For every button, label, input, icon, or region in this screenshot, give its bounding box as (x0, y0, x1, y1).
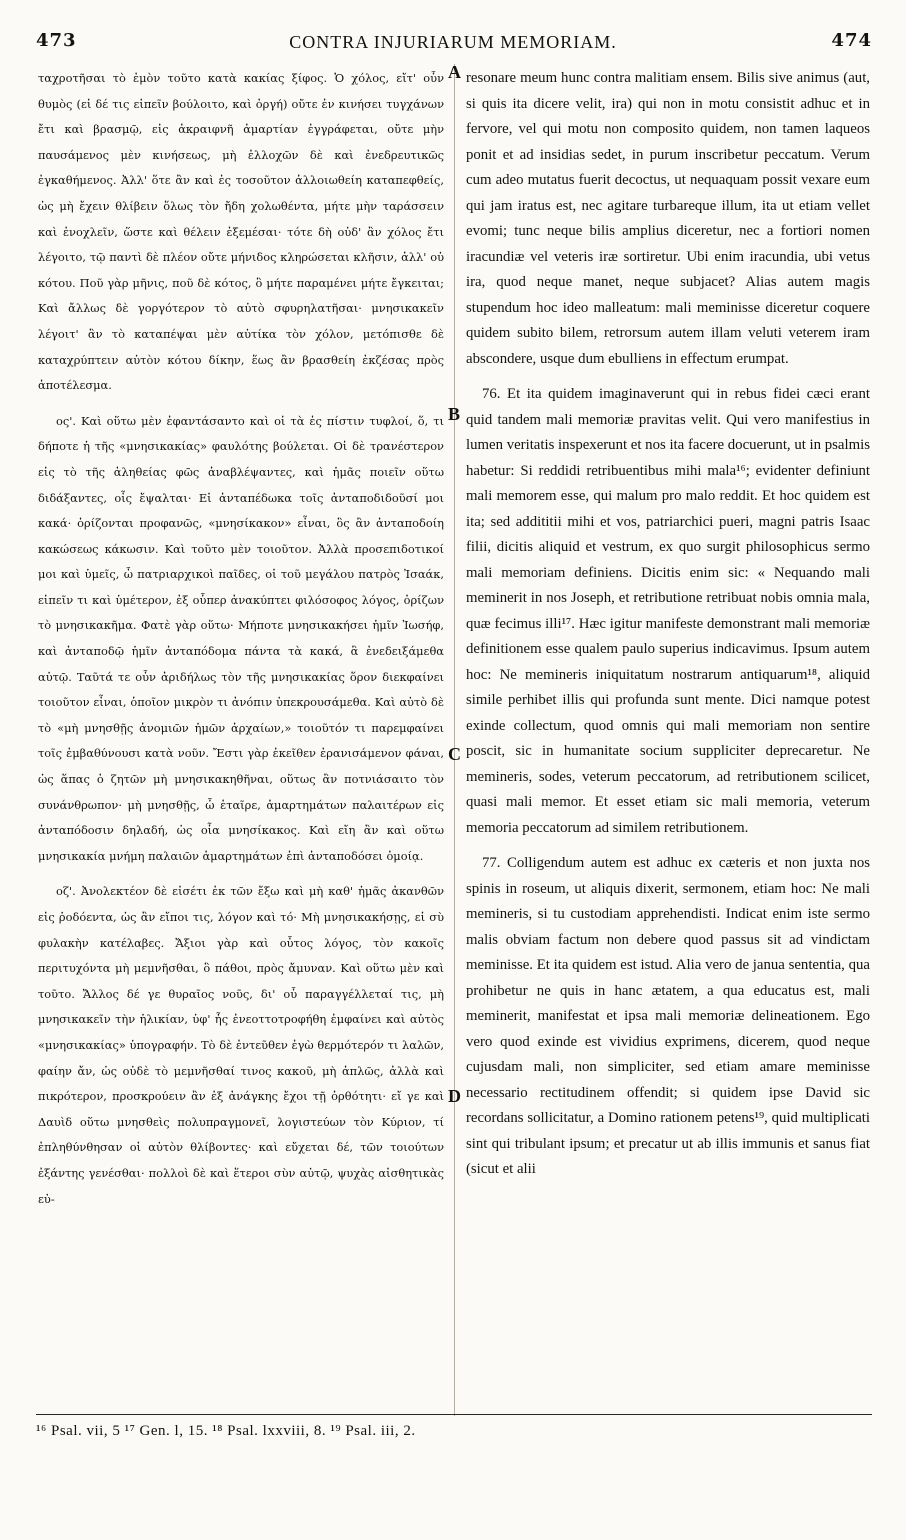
greek-column (38, 66, 444, 1212)
margin-mark-b: B (448, 404, 461, 424)
latin-section-77: 77. Colligendum autem est adhuc ex cæteris et non juxta nos spinis in roseum, ut aliquis dixerit, sermonem, etiam hoc: Ne mali memineris, si tu custodiam apprehendisti. Indicat enim iste sermo malis obviam factum non debere quod passus sit ad vindictam meminisse. Et ita quidem est istud. Alia vero de janua sententia, qua prohibetur ne quis in hanc ætatem, a qua educatus est, mali meminerit, manifestat et ipsa mali memoriæ delineationem. Ego vero quod exinde est vividius exprimens, dicerem, quod neque cujusdam mali, non simpliciter, sed etiam amare meminisse necessario rectitudinem offendit; si quidem ipse David sic recordans sollicitatur, a Domino rationem petens¹⁹, quid multiplicati sint qui tribulant ipsum; et precatur ut ab illis immunis et sanus fiat (sicut et alii (466, 855, 870, 1177)
latin-column (466, 66, 870, 1183)
greek-paragraph: ταχροτῆσαι τὸ ἐμὸν τοῦτο κατὰ κακίας ξίφος. Ὁ χόλος, εἴτ' οὖν θυμὸς (εἰ δέ τις εἰπεῖν βούλοιτο, καὶ ὀργή) οὔτε ἐν κινήσει τυγχάνων ἔτι καὶ βρασμῷ, εἰς ἀκραιφνῆ ἁμαρτίαν ἐγγράφεται, οὔτε μὴν παυσάμενος μὲν κινήσεως, μὴ ἐλλοχῶν δὲ καὶ ἐνεδρευτικῶς ἐγκαθήμενος. Ἀλλ' ὅτε ἂν καὶ ἐς τοσοῦτον ἀλλοιωθείη καταπεφθείς, ὡς μὴ ἔχειν θλίβειν ὅλως τὸν ἤδη χολωθέντα, μήτε μὴν ταράσσειν καὶ ἐνοχλεῖν, ὥστε καὶ θέλειν ἐξεμέσαι· τότε δὴ οὐδ' ἂν χόλος ἔτι λέγοιτο, τῷ παντὶ δὲ πλέον οὔτε μήνιδος κληρώσεται κλῆσιν, ἀλλ' οὐ κότου. Ποῦ γὰρ μῆνις, ποῦ δὲ κότος, ὃ μήτε παραμένει μήτε ἔγκειται; Καὶ ἄλλως δὲ γοργότερον τὸ αὐτὸ σφυρηλατῆσαι· μνησικακεῖν λέγοιτ' ἂν τὸ καταπέψαι μὲν αὐτίκα τὸν χόλον, μετόπισθε δὲ καταχρύπτειν αὐτὸν κότου δίκην, ἕως ἂν βρασθείη ἐκζέσας πρὸς ἀποτέλεσμα. (38, 71, 444, 393)
page-number-right: 474 (831, 30, 872, 51)
running-title: CONTRA INJURIARUM MEMORIAM. (289, 32, 617, 52)
latin-section-76: 76. Et ita quidem imaginaverunt qui in rebus fidei cæci erant quid tandem mali memoriæ pravitas velit. Qui vero manifestius in lumen veritatis inspexerunt et nos ita facere docuerunt, ut in psalmis habetur: Si reddidi retribuentibus mihi mala¹⁶; evidenter definiunt mali memorem esse, qui malum pro malo reddit. Et hoc quidem est ita; sed addititii mihi et vos, patriarchici pueri, magni patris Isaac filii, dicitis aliquid et vestrum, ex quo surgit philosophicus sermo mali memoriam definiens. Dicitis enim sic: « Nequando mali meminerit in nos Joseph, et retributione retribuat nobis omnia mala, quæ fecimus illi¹⁷. Hæc igitur manifeste demonstrant mali memoriæ definitionem esse qualem paulo superius indicavimus. Ipsum autem hoc: Ne memineris iniquitatum nostrarum antiquarum¹⁸, aliquid simile perhibet illis qui profunda sunt mente. Dici namque potest exinde collectum, quod omnis qui mali memoriam non sentire poscit, sic in humanitate socium suppliciter deprecaretur. Ne memineris, sodes, veterum peccatorum, ad retributionem scilicet, quasi mali memor. Et esset etiam sic mali memoria, veterum memoria peccatorum ad similem retributionem. (466, 386, 870, 836)
latin-paragraph: resonare meum hunc contra malitiam ensem. Bilis sive animus (aut, si quis ita dicere velit, ira) qui non in motu consistit adhuc et in fervore, vel qui motu non composito quidem, non tamen laqueos ponit et ad insidias sedet, in purum inscribetur peccatum. Verum cum adeo mutatus fuerit decoctus, ut nequaquam possit vexare eum qui jam iratus est, nec agitare turbareque illum, ita ut etiam vellet evomi; tunc neque bilis amplius diceretur, nec a fortiori nomen iracundiæ vel veteris iræ sortiretur. Ubi enim iracundia, ubi vetus ira, quod neque manet, neque subjacet? Alias autem magis stupendum hoc ideo malleatum: mali meminisse diceretur coquere quidem subito bilem, retrorsum autem illam veluti veterem iram abscondere, usque dum ebulliens in effectum erumpat. (466, 70, 870, 367)
footnotes: ¹⁶ Psal. vii, 5 ¹⁷ Gen. l, 15. ¹⁸ Psal. lxxviii, 8. ¹⁹ Psal. iii, 2. (36, 1423, 416, 1439)
greek-section-76: ος'. Καὶ οὕτω μὲν ἐφαντάσαντο καὶ οἱ τὰ ἐς πίστιν τυφλοί, ὅ, τι δήποτε ἡ τῆς «μνησικακίας» φαυλότης βούλεται. Οἱ δὲ τρανέστερον εἰς τὸ τῆς ἀληθείας φῶς ἀναβλέψαντες, καὶ ἡμᾶς ποιεῖν οὕτω διδάξαντες, οἷς ἔψαλται· Εἰ ἀνταπέδωκα τοῖς ἀνταποδιδοῦσί μοι κακά· ὁρίζονται προφανῶς, «μνησίκακον» εἶναι, ὃς ἂν ἀνταποδοίη κακώσεως κάκωσιν. Καὶ τοῦτο μὲν τοιοῦτον. Ἀλλὰ προσεπιδοτικοί μοι καὶ ὑμεῖς, ὦ πατριαρχικοὶ παῖδες, οἱ τοῦ μεγάλου πατρὸς Ἰσαάκ, εἰπεῖν τι καὶ ὑμέτερον, ἐξ οὗπερ ἀνακύπτει φιλόσοφος λόγος, ὁρίζων τὸ μνησικακῆμα. Φατὲ γὰρ οὕτω· Μήποτε μνησικακήσει ἡμῖν Ἰωσήφ, καὶ ἀνταποδῷ ἡμῖν ἀνταπόδομα πάντα τὰ κακά, ἃ ἐνεδειξάμεθα αὐτῷ. Ταῦτά τε οὖν ἀριδήλως τὸν τῆς μνησικακίας ὅρον διεκφαίνει τοιοῦτον εἶναι, ὁποῖον μικρὸν τι ἀνόπιν ὑπεκρουσάμεθα. Καὶ αὐτὸ δὲ τὸ «μὴ μνησθῇς ἀνομιῶν ἡμῶν ἀρχαίων,» τοιοῦτόν τι παρεμφαίνει τοῖς ἐμβαθύνουσι κατὰ νοῦν. Ἔστι γὰρ ἐκεῖθεν ἐρανισάμενον φάναι, ὡς ἅπας ὁ ζητῶν μὴ μνησικακηθῆναι, οὕτως ἂν ποτνιάσαιτο τὸν συνάνθρωπον· μὴ μνησθῇς, ὦ ἑταῖρε, ἁμαρτημάτων παλαιτέρων εἰς ἀνταπόδοσιν δηλαδή, ὡς οἷα μνησίκακος. Καὶ εἴη ἂν καὶ οὕτω μνησικακία μνήμη παλαιῶν ἁμαρτημάτων ἐπὶ ἀνταποδόσει ὁμοίᾳ. (38, 413, 444, 863)
page-number-left: 473 (36, 30, 77, 51)
margin-mark-d: D (448, 1086, 461, 1106)
margin-mark-c: C (448, 744, 461, 764)
margin-mark-a: A (448, 62, 461, 82)
column-divider (454, 64, 455, 1416)
greek-section-77: οζ'. Ἀνολεκτέον δὲ εἰσέτι ἐκ τῶν ἔξω καὶ μὴ καθ' ἡμᾶς ἀκανθῶν εἰς ῥοδόεντα, ὡς ἂν εἴποι τις, λόγον καὶ τό· Μὴ μνησικακήσῃς, εἰ σὺ φυλακὴν κατέλαβες. Ἄξιοι γὰρ καὶ οὗτος λόγος, τὸν κακοῖς περιτυχόντα μὴ μεμνῆσθαι, ὃ πάθοι, πρὸς ἄμυναν. Καὶ οὕτω μὲν καὶ τοῦτο. Ἄλλος δέ γε θυραῖος νοῦς, δι' οὗ παραγγέλλεταί τις, μὴ μνησικακεῖν τὴν ἡλικίαν, ὑφ' ἧς ἐνεοττοτροφήθη ἐμφαίνει καὶ αὐτὸς «μνησικακίας» ὑπογραφήν. Τὸ δὲ ἐντεῦθεν ἐγὼ θερμότερόν τι λαλῶν, φαίην ἄν, ὡς οὐδὲ τὸ μεμνῆσθαί τινος κακοῦ, μὴ ἁπλῶς, ἀλλὰ καὶ πικρότερον, προσκρούειν ἂν ἐξ ἀνάγκης ἔχοι τῇ ὀρθότητι· εἴ γε καὶ Δαυὶδ οὕτω μνησθεὶς πολυπραγμονεῖ, λογιστεύων τὸν Κύριον, τί ἐπληθύνθησαν οἱ αὐτὸν θλίβοντες· καὶ εὔχεται δέ, τῶν τοιούτων ἐξάντης γενέσθαι· πολλοὶ δὲ καὶ ἕτεροι σὺν αὐτῷ, ψυχὰς αἰσθητικὰς εὐ- (38, 884, 444, 1206)
footnote-rule (36, 1414, 872, 1415)
